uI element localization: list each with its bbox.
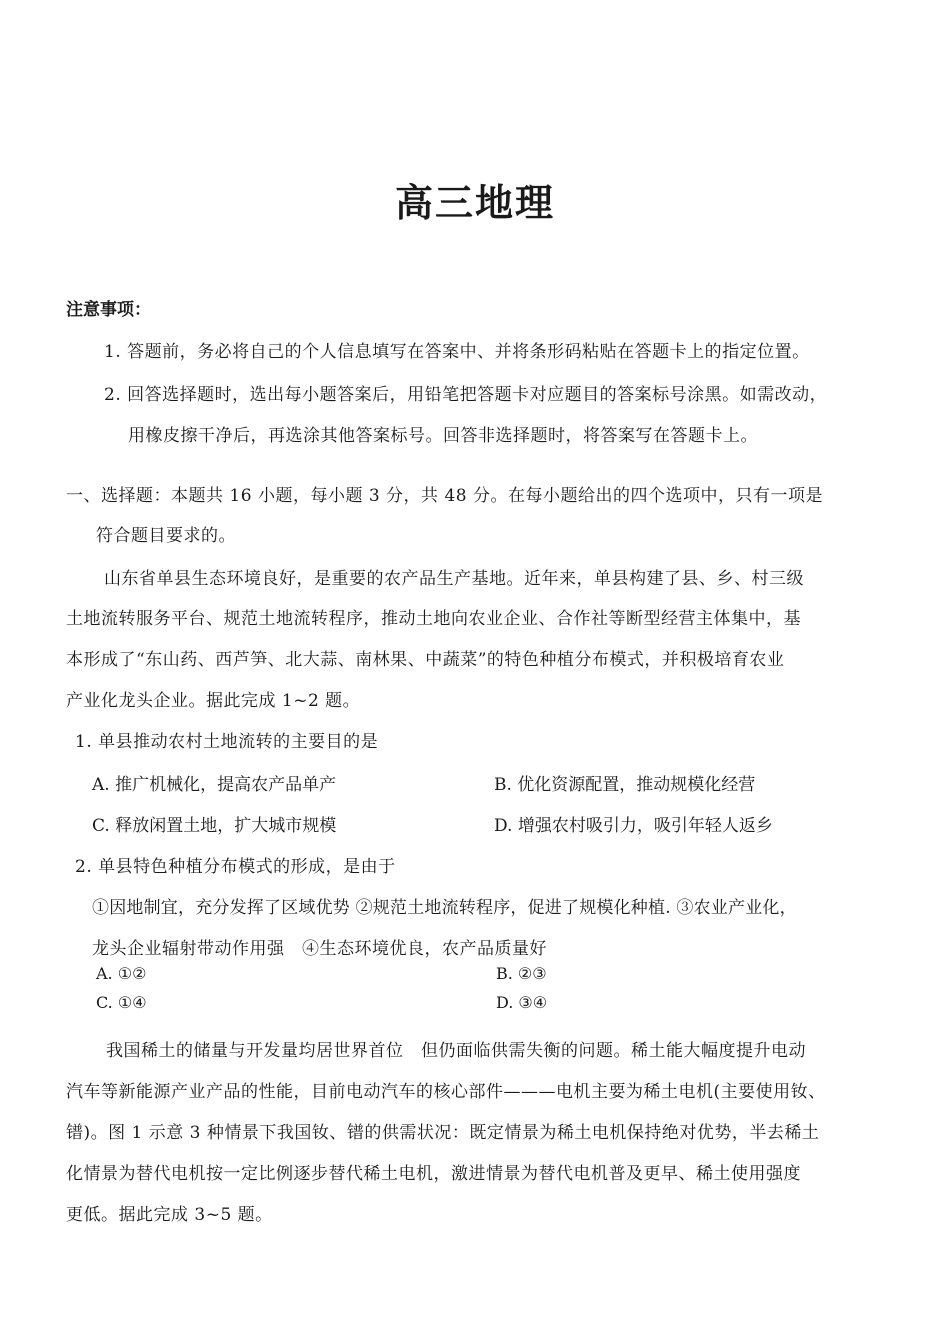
question-2-option-b: B. ②③ bbox=[496, 964, 547, 983]
notice-item-2-line-2: 用橡皮擦干净后，再选涂其他答案标号。回答非选择题时，将答案写在答题卡上。 bbox=[128, 426, 758, 446]
passage-1-line-3: 本形成了“东山药、西芦笋、北大蒜、南林果、中蔬菜”的特色种植分布模式，并积极培育农业 bbox=[66, 650, 785, 670]
question-1-option-c: C. 释放闲置土地，扩大城市规模 bbox=[92, 816, 337, 836]
question-1-option-b: B. 优化资源配置，推动规模化经营 bbox=[494, 775, 756, 795]
notice-heading: 注意事项： bbox=[66, 300, 151, 320]
question-2-stem: 2. 单县特色种植分布模式的形成，是由于 bbox=[75, 857, 396, 877]
section-1-heading-line-1: 一、选择题：本题共 16 小题，每小题 3 分，共 48 分。在每小题给出的四个选项中，只有一项是 bbox=[66, 486, 824, 506]
passage-1-line-2: 土地流转服务平台、规范土地流转程序，推动土地向农业企业、合作社等断型经营主体集中，基 bbox=[66, 609, 801, 629]
passage-2-line-2: 汽车等新能源产业产品的性能，目前电动汽车的核心部件———电机主要为稀土电机(主要使用钕、 bbox=[66, 1082, 826, 1102]
page-title: 高三地理 bbox=[394, 181, 555, 225]
passage-2-line-5: 更低。据此完成 3~5 题。 bbox=[66, 1205, 273, 1225]
question-2-statement-line-1: ①因地制宜，充分发挥了区域优势 ②规范土地流转程序，促进了规模化种植. ③农业产业化， bbox=[92, 898, 797, 918]
passage-2-line-3: 镨)。图 1 示意 3 种情景下我国钕、镨的供需状况：既定情景为稀土电机保持绝对优势，半去稀土 bbox=[66, 1123, 820, 1143]
notice-item-2-line-1: 2. 回答选择题时，选出每小题答案后，用铅笔把答题卡对应题目的答案标号涂黑。如需改动， bbox=[104, 385, 828, 405]
section-1-heading-line-2: 符合题目要求的。 bbox=[96, 526, 236, 546]
passage-1-line-4: 产业化龙头企业。据此完成 1~2 题。 bbox=[66, 691, 361, 711]
question-1-option-d: D. 增强农村吸引力，吸引年轻人返乡 bbox=[494, 816, 773, 836]
passage-2-line-1: 我国稀土的储量与开发量均居世界首位 但仍面临供需失衡的问题。稀土能大幅度提升电动 bbox=[106, 1041, 806, 1061]
passage-1-line-1: 山东省单县生态环境良好，是重要的农产品生产基地。近年来，单县构建了县、乡、村三级 bbox=[104, 569, 804, 589]
question-2-statement-line-2: 龙头企业辐射带动作用强 ④生态环境优良，农产品质量好 bbox=[92, 939, 547, 959]
notice-item-1: 1. 答题前，务必将自己的个人信息填写在答案中、并将条形码粘贴在答题卡上的指定位置。 bbox=[104, 342, 810, 362]
passage-2-line-4: 化情景为替代电机按一定比例逐步替代稀土电机，激进情景为替代电机普及更早、稀土使用强度 bbox=[66, 1164, 801, 1184]
question-2-option-a: A. ①② bbox=[96, 964, 147, 983]
question-2-option-c: C. ①④ bbox=[96, 993, 147, 1012]
question-1-option-a: A. 推广机械化，提高农产品单产 bbox=[92, 775, 337, 795]
question-2-option-d: D. ③④ bbox=[496, 993, 548, 1012]
question-1-stem: 1. 单县推动农村土地流转的主要目的是 bbox=[75, 732, 379, 752]
